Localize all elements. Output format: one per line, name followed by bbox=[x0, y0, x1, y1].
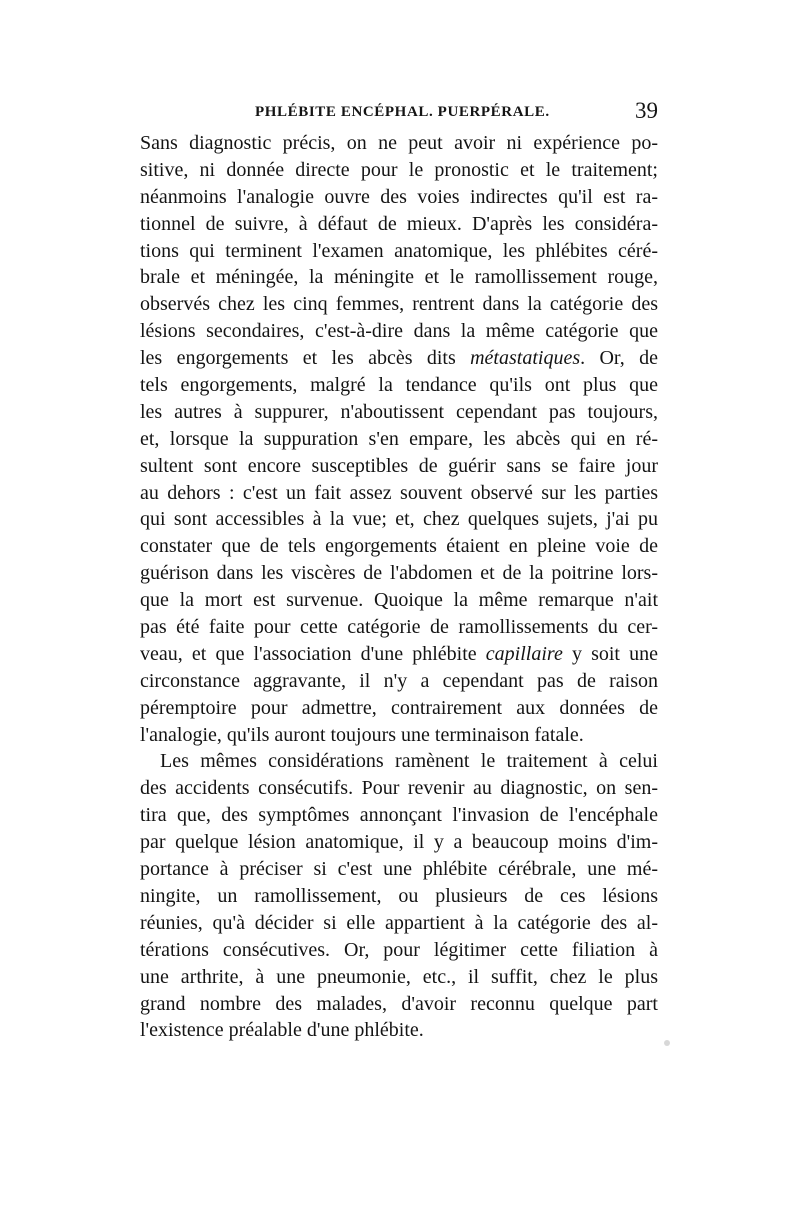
text-segment: les engorgements et les abcès dits bbox=[140, 347, 471, 370]
italic-term: métastatiques bbox=[470, 347, 581, 370]
text-line bbox=[140, 426, 658, 453]
text-segment: tels engorgements, malgré la tendance qu'ils ont plus que bbox=[140, 374, 658, 397]
text-line bbox=[140, 991, 658, 1018]
text-segment: une arthrite, à une pneumonie, etc., il suffit, chez le plus bbox=[140, 965, 658, 988]
text-line bbox=[140, 1017, 658, 1044]
paper-stain bbox=[664, 1040, 670, 1046]
text-line bbox=[140, 802, 658, 829]
text-line bbox=[140, 614, 658, 641]
running-head bbox=[140, 98, 658, 128]
text-line bbox=[140, 587, 658, 614]
text-line bbox=[140, 318, 658, 345]
body-text bbox=[140, 130, 658, 1044]
text-line bbox=[140, 157, 658, 184]
text-segment: réunies, qu'à décider si elle appartient à la catégorie des al- bbox=[140, 911, 658, 934]
text-line bbox=[140, 291, 658, 318]
text-segment: observés chez les cinq femmes, rentrent dans la catégorie des bbox=[140, 293, 658, 316]
text-segment: que la mort est survenue. Quoique la même remarque n'ait bbox=[140, 589, 658, 612]
text-line bbox=[140, 211, 658, 238]
text-segment: pas été faite pour cette catégorie de ramollissements du cer- bbox=[140, 616, 658, 639]
text-line bbox=[140, 506, 658, 533]
text-segment: y soit une bbox=[562, 642, 658, 665]
text-segment: Sans diagnostic précis, on ne peut avoir ni expérience po- bbox=[140, 132, 658, 154]
text-segment: tions qui terminent l'examen anatomique, les phlébites céré- bbox=[140, 239, 658, 262]
text-segment: veau, et que l'association d'une phlébite bbox=[140, 642, 486, 665]
text-line bbox=[140, 856, 658, 883]
text-line bbox=[140, 937, 658, 964]
text-segment: l'analogie, qu'ils auront toujours une terminaison fatale. bbox=[140, 723, 584, 746]
page-number: 39 bbox=[635, 98, 658, 123]
text-line bbox=[140, 238, 658, 265]
text-segment: sitive, ni donnée directe pour le pronostic et le traitement; bbox=[140, 158, 658, 181]
text-line bbox=[140, 184, 658, 211]
text-segment: lésions secondaires, c'est-à-dire dans la même catégorie que bbox=[140, 320, 658, 343]
text-line bbox=[140, 641, 658, 668]
text-line bbox=[140, 130, 658, 157]
text-segment: brale et méningée, la méningite et le ramollissement rouge, bbox=[140, 266, 658, 289]
text-segment: les autres à suppurer, n'aboutissent cependant pas toujours, bbox=[140, 400, 658, 423]
text-segment: ningite, un ramollissement, ou plusieurs de ces lésions bbox=[140, 884, 658, 907]
text-line bbox=[140, 695, 658, 722]
text-line bbox=[140, 775, 658, 802]
text-segment: térations consécutives. Or, pour légitimer cette filiation à bbox=[140, 938, 658, 961]
text-segment: sultent sont encore susceptibles de guérir sans se faire jour bbox=[140, 454, 658, 477]
text-segment: constater que de tels engorgements étaient en pleine voie de bbox=[140, 535, 658, 558]
text-segment: tira que, des symptômes annonçant l'invasion de l'encéphale bbox=[140, 804, 658, 827]
text-line bbox=[140, 453, 658, 480]
text-segment: portance à préciser si c'est une phlébite cérébrale, une mé- bbox=[140, 858, 658, 881]
text-segment: Les mêmes considérations ramènent le traitement à celui bbox=[160, 750, 658, 773]
text-line bbox=[140, 668, 658, 695]
text-segment: et, lorsque la suppuration s'en empare, les abcès qui en ré- bbox=[140, 427, 658, 450]
text-segment: l'existence préalable d'une phlébite. bbox=[140, 1019, 424, 1042]
text-segment: des accidents consécutifs. Pour revenir au diagnostic, on sen- bbox=[140, 777, 658, 800]
text-segment: grand nombre des malades, d'avoir reconnu quelque part bbox=[140, 992, 658, 1015]
text-line bbox=[140, 480, 658, 507]
text-line bbox=[140, 910, 658, 937]
text-segment: circonstance aggravante, il n'y a cependant pas de raison bbox=[140, 669, 658, 692]
text-segment: . Or, de bbox=[580, 347, 658, 370]
text-segment: tionnel de suivre, à défaut de mieux. D'après les considéra- bbox=[140, 212, 658, 235]
text-segment: au dehors : c'est un fait assez souvent observé sur les parties bbox=[140, 481, 658, 504]
text-segment: qui sont accessibles à la vue; et, chez quelques sujets, j'ai pu bbox=[140, 508, 658, 531]
text-line bbox=[140, 345, 658, 372]
text-line bbox=[140, 372, 658, 399]
text-segment: guérison dans les viscères de l'abdomen et de la poitrine lors- bbox=[140, 562, 658, 585]
text-line bbox=[140, 722, 658, 749]
text-line bbox=[140, 399, 658, 426]
text-line bbox=[140, 748, 658, 775]
text-line bbox=[140, 883, 658, 910]
text-line bbox=[140, 964, 658, 991]
text-line bbox=[140, 264, 658, 291]
text-line bbox=[140, 829, 658, 856]
text-line bbox=[140, 560, 658, 587]
text-line bbox=[140, 533, 658, 560]
text-segment: péremptoire pour admettre, contrairement aux données de bbox=[140, 696, 658, 719]
text-segment: par quelque lésion anatomique, il y a beaucoup moins d'im- bbox=[140, 831, 658, 854]
running-title: PHLÉBITE ENCÉPHAL. PUERPÉRALE. bbox=[255, 104, 550, 120]
text-segment: néanmoins l'analogie ouvre des voies indirectes qu'il est ra- bbox=[140, 185, 658, 208]
italic-term: capillaire bbox=[485, 642, 563, 665]
